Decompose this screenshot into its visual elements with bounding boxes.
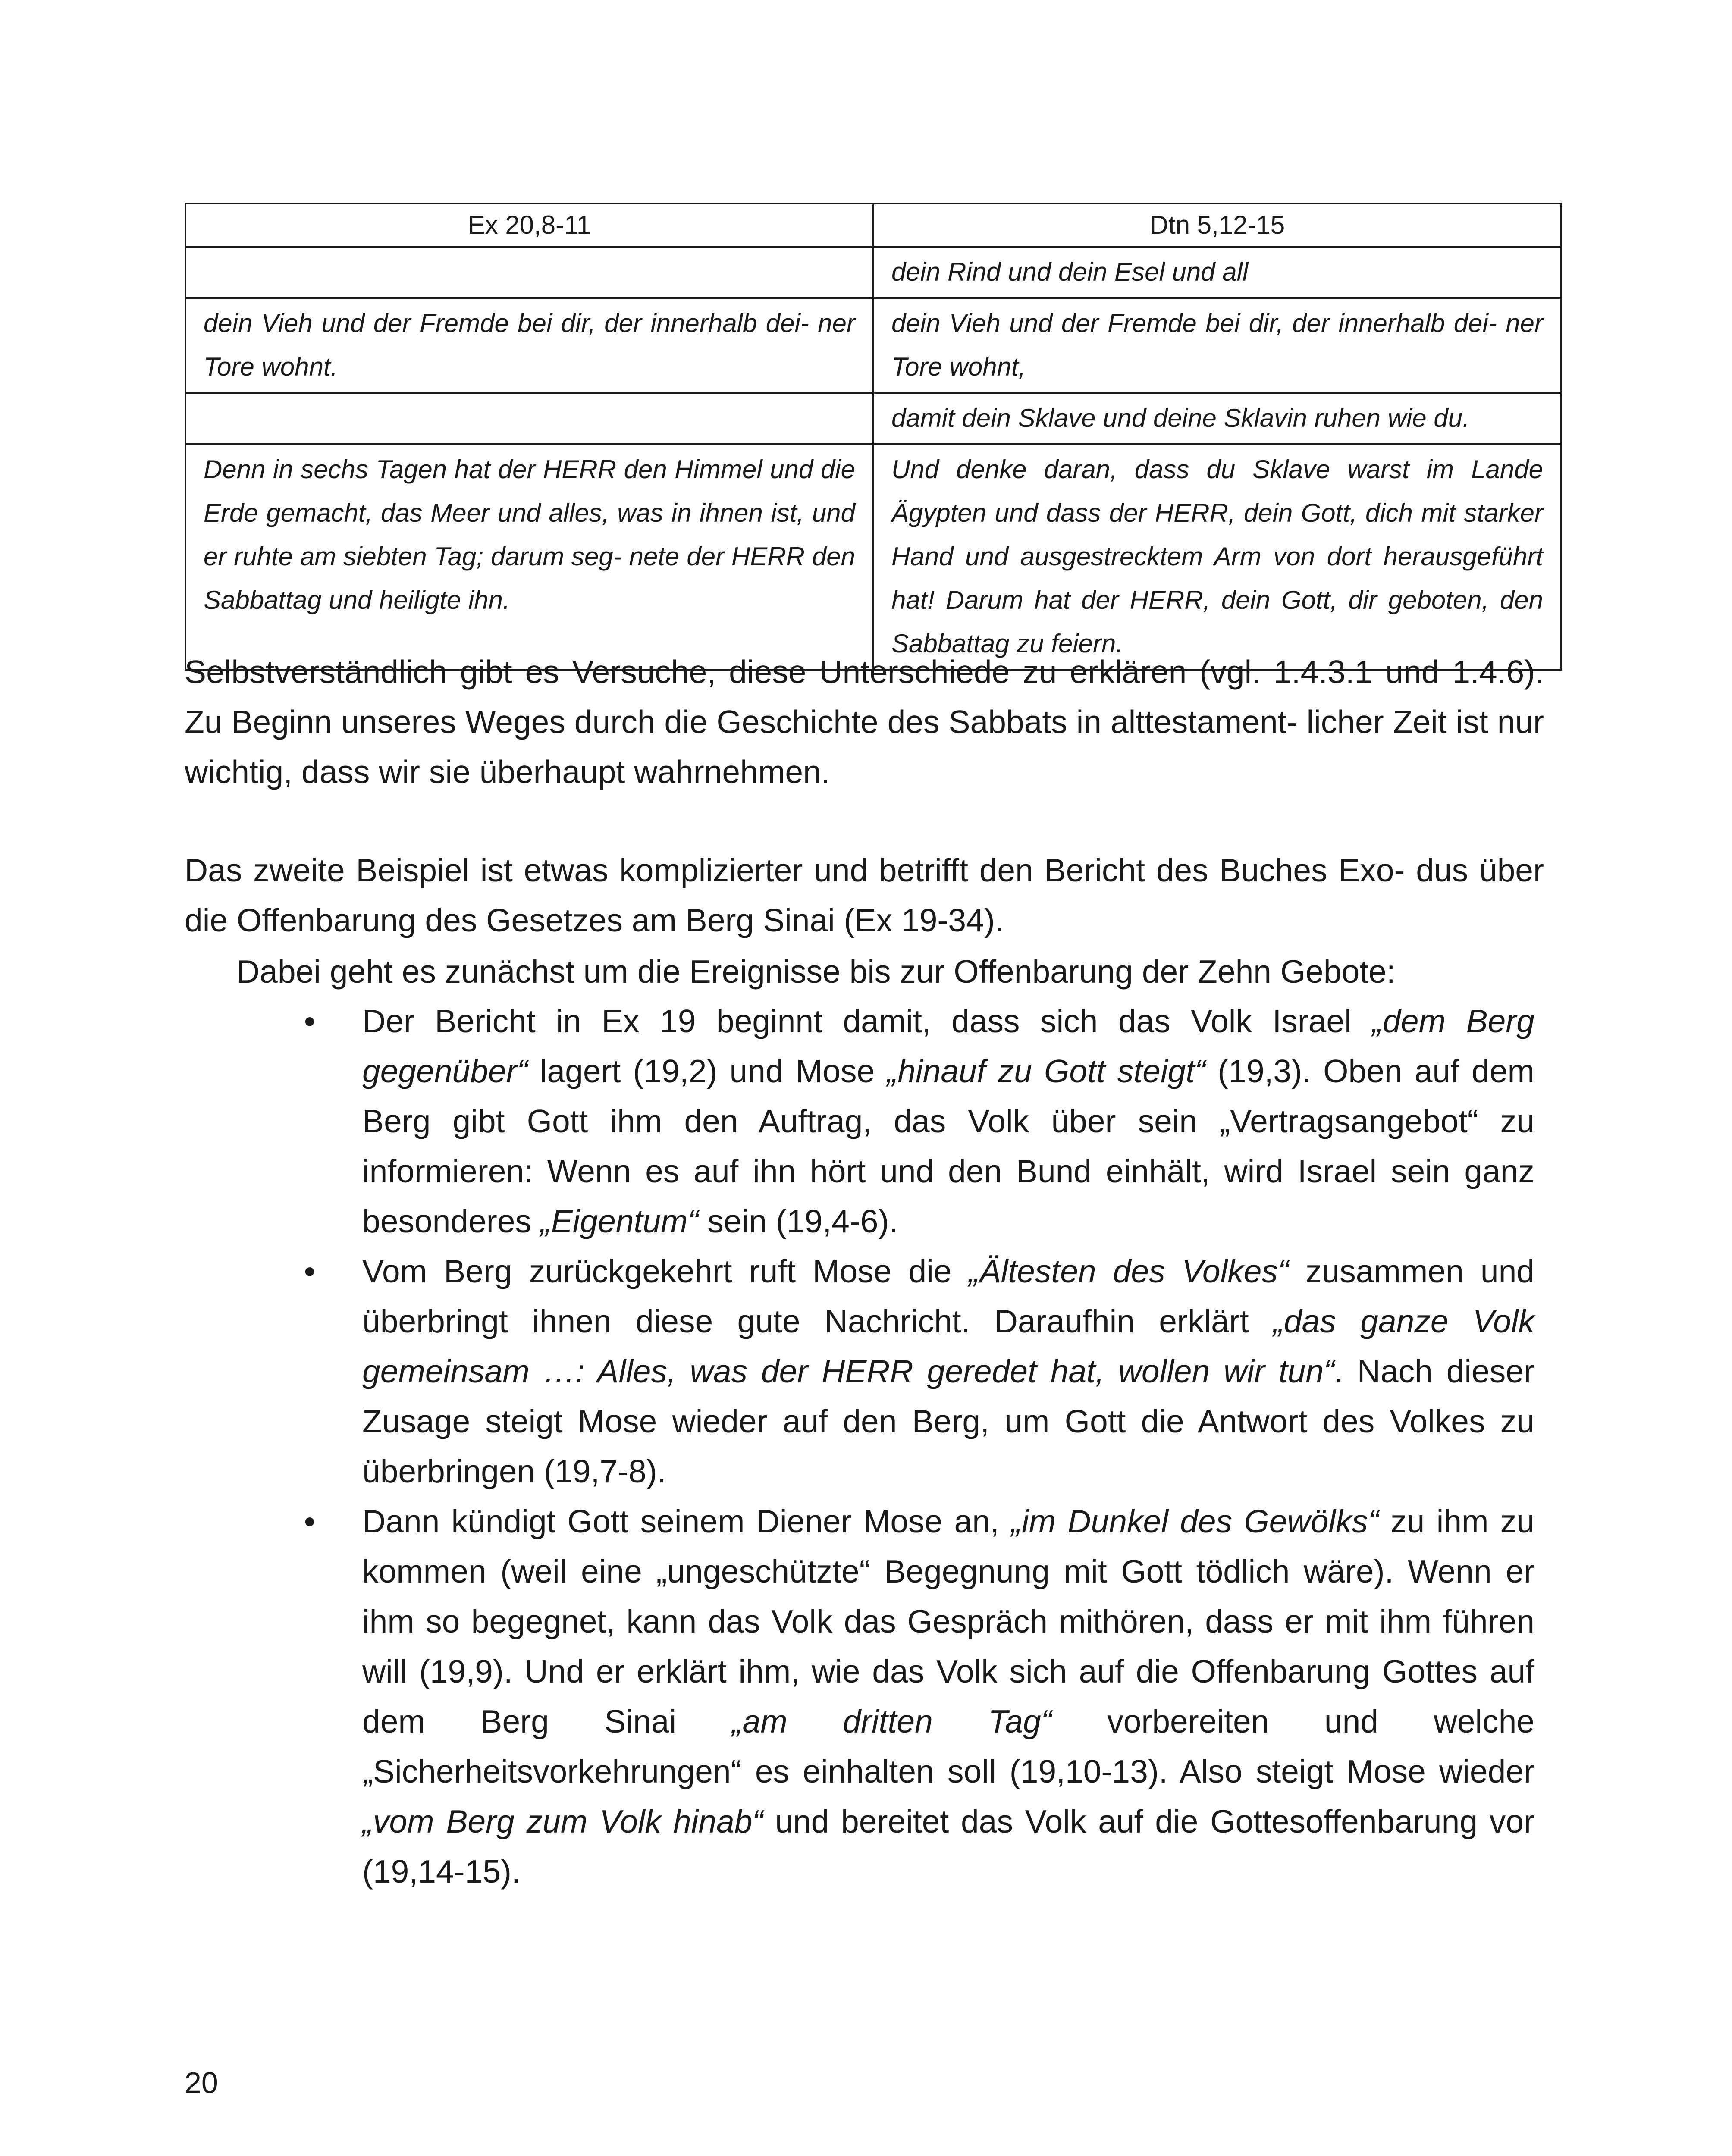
text-run: . Nach dieser Zusage steigt Mose wieder auf den Berg, um Gott die Antwort des Volkes zu überbringen (19,7-8).	[362, 1353, 1534, 1489]
text-run: Der Bericht in Ex 19 beginnt damit, dass sich das Volk Israel	[362, 1003, 1372, 1039]
quote-run: „vom Berg zum Volk hinab“	[362, 1803, 763, 1839]
table-cell-left	[185, 247, 873, 298]
bullet-list	[304, 996, 1535, 1896]
table-cell-right: dein Vieh und der Fremde bei dir, der innerhalb dei- ner Tore wohnt,	[873, 298, 1561, 393]
list-item-text	[362, 996, 1534, 1246]
list-item	[304, 996, 1534, 1246]
table-cell-right: Und denke daran, dass du Sklave warst im Lande Ägypten und dass der HERR, dein Gott, dich mit starker Hand und ausgestrecktem Arm von dort herausgeführt hat! Darum hat der HERR, dein Gott, dir geboten, den Sabbattag zu feiern.	[873, 444, 1561, 670]
table-row	[185, 444, 1561, 670]
table-row	[185, 298, 1561, 393]
text-run: lagert (19,2) und Mose	[527, 1053, 887, 1089]
quote-run: „das ganze Volk gemeinsam …: Alles, was der HERR geredet hat, wollen wir tun“	[362, 1303, 1534, 1389]
quote-run: „Ältesten des Volkes“	[968, 1253, 1289, 1289]
table-header-row	[185, 204, 1561, 247]
list-item	[304, 1496, 1535, 1896]
bullet-icon: •	[304, 1253, 316, 1289]
text-run: sein (19,4-6).	[698, 1203, 898, 1239]
table-header-dtn: Dtn 5,12-15	[873, 204, 1561, 247]
table-row	[185, 393, 1561, 444]
table-header-ex: Ex 20,8-11	[185, 204, 873, 247]
text-run: zusammen und überbringt ihnen diese gute Nachricht. Daraufhin erklärt	[362, 1253, 1534, 1339]
quote-run: „Eigentum“	[540, 1203, 699, 1239]
table-cell-right: damit dein Sklave und deine Sklavin ruhen wie du.	[873, 393, 1561, 444]
page-number: 20	[185, 2066, 218, 2100]
list-item-text	[362, 1246, 1534, 1496]
text-run: (19,3). Oben auf dem Berg gibt Gott ihm den Auftrag, das Volk über sein „Vertragsangebot“ zu informieren: Wenn es auf ihn hört und den Bund einhält, wird Israel sein ganz besonderes	[362, 1053, 1534, 1239]
bullet-icon: •	[304, 1503, 316, 1539]
text-run: zu ihm zu kommen (weil eine „ungeschützte“ Begegnung mit Gott tödlich wäre). Wenn er ihm so begegnet, kann das Volk das Gespräch mithören, dass er mit ihm führen will (19,9). Und er erklärt ihm, wie das Volk sich auf die Offenbarung Gottes auf dem Berg Sinai	[362, 1503, 1534, 1739]
table-cell-left	[185, 393, 873, 444]
paragraph-differences: Selbstverständlich gibt es Versuche, diese Unterschiede zu erklären (vgl. 1.4.3.1 und 1.4.6). Zu Beginn unseres Weges durch die Geschichte des Sabbats in alttestament- licher Zeit ist nur wichtig, dass wir sie überhaupt wahrnehmen.	[185, 654, 1544, 790]
table-row	[185, 247, 1561, 298]
text-run: Vom Berg zurückgekehrt ruft Mose die	[362, 1253, 969, 1289]
quote-run: „am dritten Tag“	[731, 1703, 1052, 1739]
list-item-text	[362, 1496, 1534, 1896]
list-item	[304, 1246, 1534, 1496]
bullet-icon: •	[304, 1003, 316, 1039]
table-cell-left: Denn in sechs Tagen hat der HERR den Himmel und die Erde gemacht, das Meer und alles, was in ihnen ist, und er ruhte am siebten Tag; darum seg- nete der HERR den Sabbattag und heiligte ihn.	[185, 444, 873, 670]
paragraph-intro-events: Dabei geht es zunächst um die Ereignisse bis zur Offenbarung der Zehn Gebote:	[236, 953, 1396, 990]
table-cell-left: dein Vieh und der Fremde bei dir, der innerhalb dei- ner Tore wohnt.	[185, 298, 873, 393]
text-run: vorbereiten und welche „Sicherheitsvorkehrungen“ es einhalten soll (19,10-13). Also steigt Mose wieder	[362, 1703, 1535, 1789]
text-run: und bereitet das Volk auf die Gottesoffenbarung vor (19,14-15).	[362, 1803, 1534, 1890]
text-run: Dann kündigt Gott seinem Diener Mose an,	[362, 1503, 1011, 1539]
comparison-table	[185, 203, 1562, 671]
quote-run: „dem Berg gegenüber“	[362, 1003, 1534, 1089]
quote-run: „hinauf zu Gott steigt“	[887, 1053, 1206, 1089]
table-cell-right: dein Rind und dein Esel und all	[873, 247, 1561, 298]
quote-run: „im Dunkel des Gewölks“	[1011, 1503, 1379, 1539]
paragraph-second-example: Das zweite Beispiel ist etwas komplizierter und betrifft den Bericht des Buches Exo- dus über die Offenbarung des Gesetzes am Berg Sinai (Ex 19-34).	[185, 852, 1544, 938]
